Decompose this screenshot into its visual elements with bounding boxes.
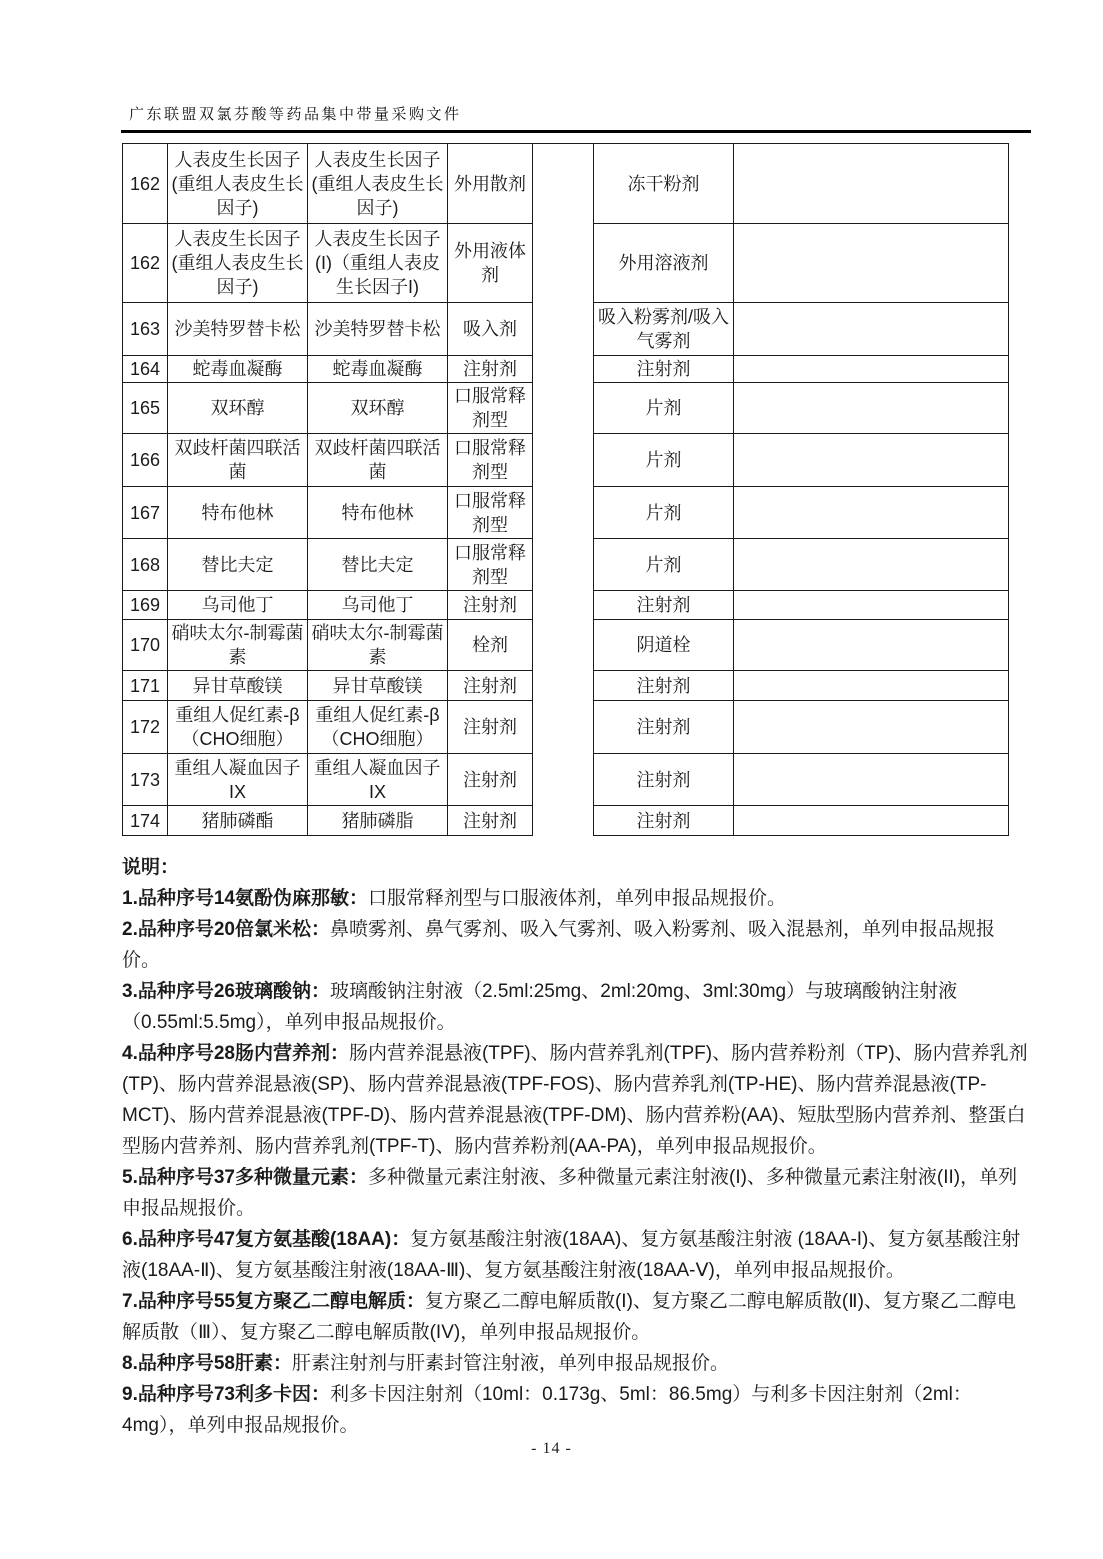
note-text: 利多卡因注射剂（10ml：0.173g、5ml：86.5mg）与利多卡因注射剂（2ml：4mg），单列申报品规报价。 xyxy=(122,1384,972,1436)
note-text: 鼻喷雾剂、鼻气雾剂、吸入气雾剂、吸入粉雾剂、吸入混悬剂，单列申报品规报价。 xyxy=(122,919,995,971)
remark-cell xyxy=(734,701,1009,754)
remark-cell xyxy=(734,620,1009,671)
table-row xyxy=(123,144,1009,224)
note-item xyxy=(122,1224,1030,1286)
dosage-form-cell: 口服常释剂型 xyxy=(448,487,533,539)
table-row xyxy=(123,356,1009,383)
procurement-form-cell: 注射剂 xyxy=(594,356,734,383)
dosage-form-cell: 注射剂 xyxy=(448,754,533,806)
spacer-cell xyxy=(533,671,594,701)
spacer-cell xyxy=(533,383,594,434)
drug-procurement-table xyxy=(122,143,1009,836)
procurement-form-cell: 片剂 xyxy=(594,434,734,487)
row-number-cell: 170 xyxy=(123,620,168,671)
drug-name-cell: 双歧杆菌四联活菌 xyxy=(168,434,308,487)
spacer-cell xyxy=(533,591,594,620)
note-item xyxy=(122,914,1030,976)
drug-name-alt-cell: 特布他林 xyxy=(308,487,448,539)
remark-cell xyxy=(734,539,1009,591)
remark-cell xyxy=(734,144,1009,224)
remark-cell xyxy=(734,434,1009,487)
page-header-title: 广东联盟双氯芬酸等药品集中带量采购文件 xyxy=(129,107,462,123)
drug-name-cell: 异甘草酸镁 xyxy=(168,671,308,701)
dosage-form-cell: 注射剂 xyxy=(448,671,533,701)
remark-cell xyxy=(734,224,1009,303)
remark-cell xyxy=(734,356,1009,383)
drug-name-cell: 硝呋太尔-制霉菌素 xyxy=(168,620,308,671)
drug-name-alt-cell: 人表皮生长因子(I)（重组人表皮生长因子I) xyxy=(308,224,448,303)
note-text: 复方氨基酸注射液(18AA)、复方氨基酸注射液 (18AA-I)、复方氨基酸注射液(18AA-Ⅱ)、复方氨基酸注射液(18AA-Ⅲ)、复方氨基酸注射液(18AA-Ⅴ)，单列申报品规报价。 xyxy=(122,1229,1021,1281)
table-row xyxy=(123,434,1009,487)
row-number-cell: 172 xyxy=(123,701,168,754)
dosage-form-cell: 口服常释剂型 xyxy=(448,383,533,434)
drug-name-cell: 双环醇 xyxy=(168,383,308,434)
dosage-form-cell: 注射剂 xyxy=(448,591,533,620)
row-number-cell: 162 xyxy=(123,144,168,224)
procurement-form-cell: 外用溶液剂 xyxy=(594,224,734,303)
procurement-form-cell: 注射剂 xyxy=(594,754,734,806)
procurement-form-cell: 阴道栓 xyxy=(594,620,734,671)
spacer-cell xyxy=(533,701,594,754)
procurement-form-cell: 片剂 xyxy=(594,383,734,434)
row-number-cell: 162 xyxy=(123,224,168,303)
table-row xyxy=(123,701,1009,754)
spacer-cell xyxy=(533,224,594,303)
row-number-cell: 166 xyxy=(123,434,168,487)
notes-section xyxy=(122,852,1030,1441)
header-rule xyxy=(121,130,1031,133)
remark-cell xyxy=(734,383,1009,434)
spacer-cell xyxy=(533,539,594,591)
note-item xyxy=(122,883,1030,914)
dosage-form-cell: 外用散剂 xyxy=(448,144,533,224)
spacer-cell xyxy=(533,806,594,836)
note-item xyxy=(122,1286,1030,1348)
drug-name-cell: 人表皮生长因子(重组人表皮生长因子) xyxy=(168,224,308,303)
row-number-cell: 168 xyxy=(123,539,168,591)
drug-name-alt-cell: 硝呋太尔-制霉菌素 xyxy=(308,620,448,671)
note-label: 3.品种序号26玻璃酸钠： xyxy=(122,981,330,1002)
note-label: 7.品种序号55复方聚乙二醇电解质： xyxy=(122,1291,425,1312)
table-row xyxy=(123,224,1009,303)
dosage-form-cell: 吸入剂 xyxy=(448,303,533,356)
spacer-cell xyxy=(533,620,594,671)
note-label: 8.品种序号58肝素： xyxy=(122,1353,292,1374)
row-number-cell: 164 xyxy=(123,356,168,383)
note-item xyxy=(122,1038,1030,1162)
table-row xyxy=(123,620,1009,671)
note-label: 1.品种序号14氨酚伪麻那敏： xyxy=(122,888,368,909)
drug-name-cell: 人表皮生长因子(重组人表皮生长因子) xyxy=(168,144,308,224)
row-number-cell: 165 xyxy=(123,383,168,434)
table-row xyxy=(123,591,1009,620)
note-item xyxy=(122,1379,1030,1441)
drug-name-alt-cell: 替比夫定 xyxy=(308,539,448,591)
table-row xyxy=(123,806,1009,836)
drug-name-alt-cell: 人表皮生长因子(重组人表皮生长因子) xyxy=(308,144,448,224)
note-item xyxy=(122,1162,1030,1224)
drug-name-cell: 猪肺磷酯 xyxy=(168,806,308,836)
row-number-cell: 163 xyxy=(123,303,168,356)
procurement-form-cell: 片剂 xyxy=(594,539,734,591)
procurement-form-cell: 注射剂 xyxy=(594,671,734,701)
drug-name-alt-cell: 重组人促红素-β（CHO细胞） xyxy=(308,701,448,754)
remark-cell xyxy=(734,671,1009,701)
dosage-form-cell: 外用液体剂 xyxy=(448,224,533,303)
table-row xyxy=(123,754,1009,806)
procurement-form-cell: 注射剂 xyxy=(594,701,734,754)
spacer-cell xyxy=(533,487,594,539)
drug-name-alt-cell: 乌司他丁 xyxy=(308,591,448,620)
drug-name-cell: 替比夫定 xyxy=(168,539,308,591)
dosage-form-cell: 注射剂 xyxy=(448,701,533,754)
row-number-cell: 169 xyxy=(123,591,168,620)
spacer-cell xyxy=(533,356,594,383)
table-row xyxy=(123,671,1009,701)
row-number-cell: 171 xyxy=(123,671,168,701)
drug-name-cell: 重组人凝血因子IX xyxy=(168,754,308,806)
note-label: 2.品种序号20倍氯米松： xyxy=(122,919,330,940)
note-text: 玻璃酸钠注射液（2.5ml:25mg、2ml:20mg、3ml:30mg）与玻璃酸钠注射液（0.55ml:5.5mg），单列申报品规报价。 xyxy=(122,981,958,1033)
drug-name-alt-cell: 双歧杆菌四联活菌 xyxy=(308,434,448,487)
table-row xyxy=(123,383,1009,434)
note-text: 肝素注射剂与肝素封管注射液，单列申报品规报价。 xyxy=(291,1353,729,1374)
row-number-cell: 167 xyxy=(123,487,168,539)
note-text: 口服常释剂型与口服液体剂，单列申报品规报价。 xyxy=(367,888,786,909)
procurement-form-cell: 注射剂 xyxy=(594,591,734,620)
note-label: 4.品种序号28肠内营养剂： xyxy=(122,1043,349,1064)
notes-heading: 说明： xyxy=(122,857,180,878)
note-text: 复方聚乙二醇电解质散(I)、复方聚乙二醇电解质散(Ⅱ)、复方聚乙二醇电解质散（Ⅲ）、复方聚乙二醇电解质散(IV)，单列申报品规报价。 xyxy=(122,1291,1016,1343)
drug-name-alt-cell: 异甘草酸镁 xyxy=(308,671,448,701)
remark-cell xyxy=(734,754,1009,806)
drug-name-alt-cell: 双环醇 xyxy=(308,383,448,434)
procurement-form-cell: 注射剂 xyxy=(594,806,734,836)
drug-name-alt-cell: 猪肺磷脂 xyxy=(308,806,448,836)
remark-cell xyxy=(734,303,1009,356)
row-number-cell: 173 xyxy=(123,754,168,806)
note-text: 多种微量元素注射液、多种微量元素注射液(I)、多种微量元素注射液(II)，单列申报品规报价。 xyxy=(122,1167,1018,1219)
procurement-form-cell: 片剂 xyxy=(594,487,734,539)
page-number: - 14 - xyxy=(531,1440,572,1457)
dosage-form-cell: 栓剂 xyxy=(448,620,533,671)
dosage-form-cell: 注射剂 xyxy=(448,806,533,836)
spacer-cell xyxy=(533,434,594,487)
remark-cell xyxy=(734,487,1009,539)
drug-name-alt-cell: 蛇毒血凝酶 xyxy=(308,356,448,383)
table-row xyxy=(123,487,1009,539)
drug-name-cell: 乌司他丁 xyxy=(168,591,308,620)
note-label: 5.品种序号37多种微量元素： xyxy=(122,1167,368,1188)
dosage-form-cell: 口服常释剂型 xyxy=(448,434,533,487)
drug-name-cell: 沙美特罗替卡松 xyxy=(168,303,308,356)
note-item xyxy=(122,976,1030,1038)
procurement-form-cell: 冻干粉剂 xyxy=(594,144,734,224)
drug-name-alt-cell: 重组人凝血因子IX xyxy=(308,754,448,806)
drug-name-cell: 蛇毒血凝酶 xyxy=(168,356,308,383)
dosage-form-cell: 注射剂 xyxy=(448,356,533,383)
drug-name-cell: 重组人促红素-β（CHO细胞） xyxy=(168,701,308,754)
remark-cell xyxy=(734,591,1009,620)
drug-name-alt-cell: 沙美特罗替卡松 xyxy=(308,303,448,356)
drug-name-cell: 特布他林 xyxy=(168,487,308,539)
remark-cell xyxy=(734,806,1009,836)
note-label: 6.品种序号47复方氨基酸(18AA)： xyxy=(122,1229,411,1250)
row-number-cell: 174 xyxy=(123,806,168,836)
procurement-form-cell: 吸入粉雾剂/吸入气雾剂 xyxy=(594,303,734,356)
spacer-cell xyxy=(533,144,594,224)
table-row xyxy=(123,303,1009,356)
dosage-form-cell: 口服常释剂型 xyxy=(448,539,533,591)
note-label: 9.品种序号73利多卡因： xyxy=(122,1384,330,1405)
note-text: 肠内营养混悬液(TPF)、肠内营养乳剂(TPF)、肠内营养粉剂（TP)、肠内营养乳剂(TP)、肠内营养混悬液(SP)、肠内营养混悬液(TPF-FOS)、肠内营养乳剂(TP-HE)、肠内营养混悬液(TP-MCT)、肠内营养混悬液(TPF-D)、肠内营养混悬液(TPF-DM)、肠内营养粉(AA)、短肽型肠内营养剂、整蛋白型肠内营养剂、肠内营养乳剂(TPF-T)、肠内营养粉剂(AA-PA)，单列申报品规报价。 xyxy=(122,1043,1028,1157)
note-item xyxy=(122,1348,1030,1379)
spacer-cell xyxy=(533,303,594,356)
table-row xyxy=(123,539,1009,591)
spacer-cell xyxy=(533,754,594,806)
